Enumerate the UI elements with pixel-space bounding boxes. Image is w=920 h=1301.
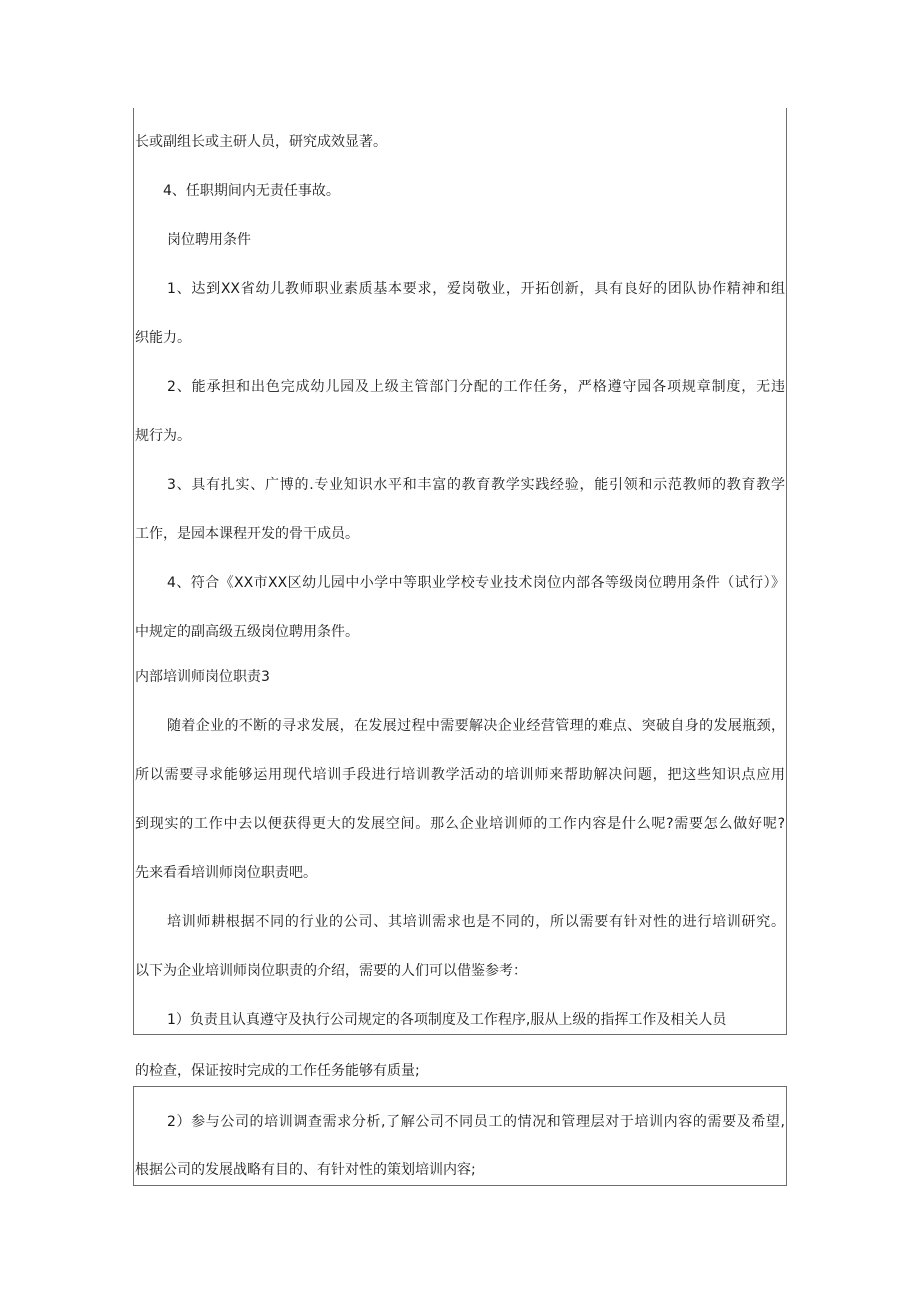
text-line: 工作，是园本课程开发的骨干成员。 — [135, 526, 359, 542]
text-line: 1）负责且认真遵守及执行公司规定的各项制度及工作程序,服从上级的指挥工作及相关人员 — [167, 1012, 727, 1028]
text-line: 4、符合《XX市XX区幼儿园中小学中等职业学校专业技术岗位内部各等级岗位聘用条件（试行）》 — [167, 575, 785, 591]
text-line: 3、具有扎实、广博的.专业知识水平和丰富的教育教学实践经验，能引领和示范教师的教育教学 — [167, 477, 785, 493]
text-line: 的检查，保证按时完成的工作任务能够有质量; — [135, 1063, 420, 1079]
text-line: 织能力。 — [135, 330, 191, 346]
section-heading: 岗位聘用条件 — [167, 232, 251, 248]
text-line: 中规定的副高级五级岗位聘用条件。 — [135, 624, 359, 640]
text-line: 2、能承担和出色完成幼儿园及上级主管部门分配的工作任务，严格遵守园各项规章制度，无违 — [167, 379, 785, 395]
text-line: 2）参与公司的培训调查需求分析,了解公司不同员工的情况和管理层对于培训内容的需要及希望, — [167, 1114, 785, 1130]
text-line: 规行为。 — [135, 428, 191, 444]
text-line: 1、达到XX省幼儿教师职业素质基本要求，爱岗敬业，开拓创新，具有良好的团队协作精神和组 — [167, 281, 785, 297]
text-line: 所以需要寻求能够运用现代培训手段进行培训教学活动的培训师来帮助解决问题，把这些知识点应用 — [135, 767, 785, 783]
section-title: 内部培训师岗位职责3 — [135, 669, 270, 685]
text-line: 随着企业的不断的寻求发展，在发展过程中需要解决企业经营管理的难点、突破自身的发展瓶颈， — [167, 718, 785, 734]
text-line: 4、任职期间内无责任事故。 — [163, 183, 340, 199]
text-line: 到现实的工作中去以便获得更大的发展空间。那么企业培训师的工作内容是什么呢?需要怎么做好呢? — [135, 816, 785, 832]
text-line: 长或副组长或主研人员，研究成效显著。 — [135, 134, 387, 150]
text-line: 培训师耕根据不同的行业的公司、其培训需求也是不同的，所以需要有针对性的进行培训研究。 — [167, 914, 785, 930]
text-line: 先来看看培训师岗位职责吧。 — [135, 865, 317, 881]
text-line: 根据公司的发展战略有目的、有针对性的策划培训内容; — [135, 1162, 476, 1178]
text-line: 以下为企业培训师岗位职责的介绍，需要的人们可以借鉴参考： — [135, 963, 527, 979]
